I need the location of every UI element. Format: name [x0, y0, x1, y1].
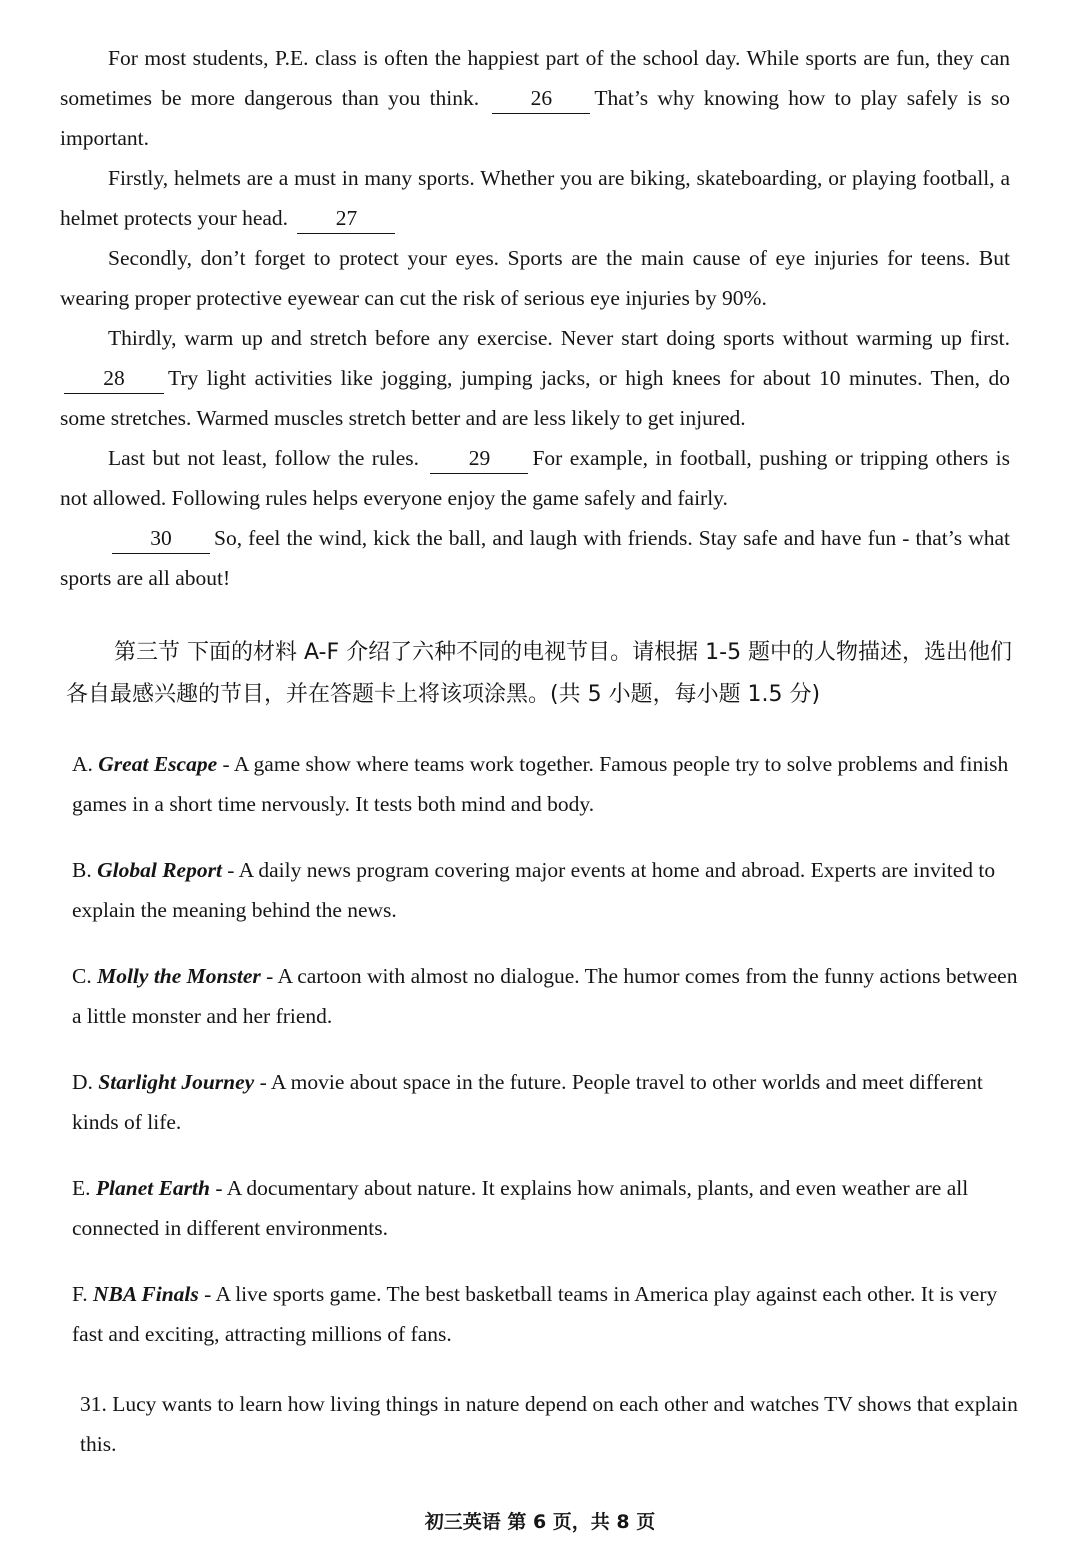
- option-title: Global Report: [97, 858, 222, 882]
- tv-program-options: [72, 744, 1020, 1380]
- paragraph-6: 30 So, feel the wind, kick the ball, and laugh with friends. Stay safe and have fun - that’s what sports are all about!: [60, 518, 1010, 598]
- option-title: Great Escape: [98, 752, 218, 776]
- option-title: NBA Finals: [93, 1282, 199, 1306]
- paragraph-5: Last but not least, follow the rules. 29 For example, in football, pushing or tripping others is not allowed. Following rules helps everyone enjoy the game safely and fairly.: [60, 438, 1010, 518]
- paragraph-4: Thirdly, warm up and stretch before any exercise. Never start doing sports without warming up first. 28 Try light activities like jogging, jumping jacks, or high knees for about 10 minutes. Then, do some stretches. Warmed muscles stretch better and are less likely to get injured.: [60, 326, 1010, 430]
- blank-28: 28: [64, 363, 164, 394]
- option-title: Molly the Monster: [97, 964, 261, 988]
- paragraph-2: Firstly, helmets are a must in many sports. Whether you are biking, skateboarding, or playing football, a helmet protects your head. 27: [60, 158, 1010, 238]
- option-e: E. Planet Earth - A documentary about nature. It explains how animals, plants, and even weather are all connected in different environments.: [72, 1176, 969, 1240]
- blank-29: 29: [430, 443, 528, 474]
- option-c: C. Molly the Monster - A cartoon with almost no dialogue. The humor comes from the funny actions between a little monster and her friend.: [72, 964, 1018, 1028]
- option-title: Starlight Journey: [98, 1070, 255, 1094]
- paragraph-1: For most students, P.E. class is often the happiest part of the school day. While sports are fun, they can sometimes be more dangerous than you think. 26 That’s why knowing how to play safely is so important.: [60, 46, 1011, 150]
- blank-30: 30: [112, 523, 210, 554]
- option-f: F. NBA Finals - A live sports game. The best basketball teams in America play against each other. It is very fast and exciting, attracting millions of fans.: [72, 1282, 998, 1346]
- page-footer: 初三英语 第 6 页，共 8 页: [424, 1511, 656, 1533]
- option-d: D. Starlight Journey - A movie about space in the future. People travel to other worlds and meet different kinds of life.: [72, 1070, 983, 1134]
- option-b: B. Global Report - A daily news program covering major events at home and abroad. Experts are invited to explain the meaning behind the news.: [72, 858, 996, 922]
- question-31: 31. Lucy wants to learn how living things in nature depend on each other and watches TV shows that explain this.: [80, 1392, 1018, 1456]
- blank-27: 27: [297, 203, 395, 234]
- blank-26: 26: [492, 83, 590, 114]
- section-heading: 第三节 下面的材料 A-F 介绍了六种不同的电视节目。请根据 1-5 题中的人物描述，选出他们各自最感兴趣的节目，并在答题卡上将该项涂黑。(共 5 小题，每小题 1.5 分): [66, 640, 1013, 707]
- paragraph-3: Secondly, don’t forget to protect your eyes. Sports are the main cause of eye injuries for teens. But wearing proper protective eyewear can cut the risk of serious eye injuries by 90%.: [60, 246, 1010, 310]
- option-a: A. Great Escape - A game show where teams work together. Famous people try to solve problems and finish games in a short time nervously. It tests both mind and body.: [72, 752, 1009, 816]
- reading-passage: [60, 38, 1010, 598]
- option-title: Planet Earth: [95, 1176, 210, 1200]
